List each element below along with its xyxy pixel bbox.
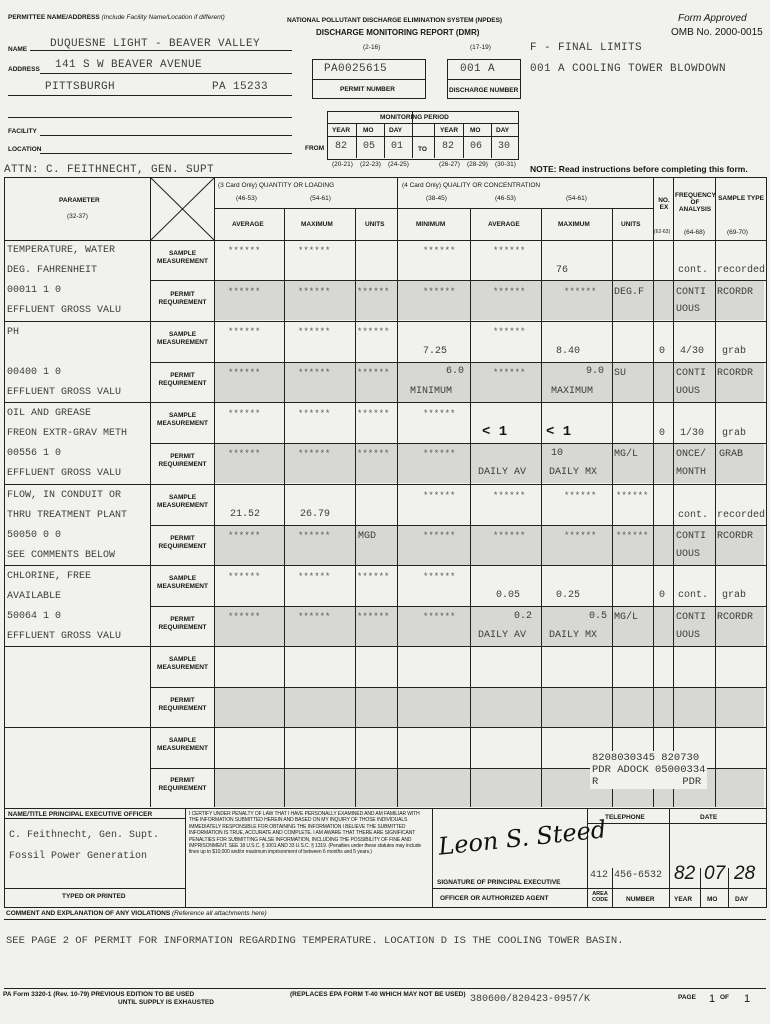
parameter-name: THRU TREATMENT PLANT bbox=[7, 510, 128, 521]
col-code: (2-16) bbox=[363, 44, 381, 51]
row-type-label: PERMIT REQUIREMENT bbox=[158, 777, 207, 792]
row-type-label: PERMIT REQUIREMENT bbox=[158, 453, 207, 468]
col-code: (26-27) bbox=[439, 161, 460, 168]
parameter-location: EFFLUENT GROSS VALU bbox=[7, 631, 122, 642]
certification-text: I CERTIFY UNDER PENALTY OF LAW THAT I HAVE PERSONALLY EXAMINED AND AM FAMILIAR WITH THE INFORMATION SUBMITTED HEREIN AND BASED ON MY INQUIRY OF THOSE INDIVIDUALS IMMEDIATELY RESPONSIBLE FOR OBTAINING THE INFORMATION I BELIEVE THE SUBMITTED INFORMATION IS TRUE, ACCURATE AND COMPLETE. I AM AWARE THAT THERE ARE SIGNIFICANT PENALTIES FOR SUBMITTING FALSE INFORMATION, INCLUDING THE POSSIBILITY OF FINE AND IMPRISONMENT. SEE 18 U.S.C. § 1001 AND 33 U.S.C. § 1319. (Penalties under these statutes may include fines up to $10,000 and/or maximum imprisonment of between 6 months and 5 years.) bbox=[189, 811, 422, 856]
from-year: 82 bbox=[335, 141, 348, 152]
permit-sample-type: RCORDR bbox=[717, 531, 754, 542]
permit-average: DAILY AV bbox=[478, 467, 527, 478]
na-stars: ****** bbox=[423, 491, 456, 501]
document-code: 380600/820423-0957/K bbox=[470, 994, 591, 1005]
row-type-label: PERMIT REQUIREMENT bbox=[158, 535, 207, 550]
parameter-location: EFFLUENT GROSS VALU bbox=[7, 387, 122, 398]
permit-frequency: ONCE/ bbox=[676, 449, 707, 460]
address-city: PITTSBURGH bbox=[45, 81, 116, 93]
signed-day: 28 bbox=[734, 863, 756, 884]
permit-frequency: UOUS bbox=[676, 304, 701, 315]
permit-units: SU bbox=[614, 368, 627, 379]
row-type-label: SAMPLE MEASUREMENT bbox=[157, 656, 208, 671]
permit-frequency: CONTI bbox=[676, 287, 707, 298]
signature-label: OFFICER OR AUTHORIZED AGENT bbox=[440, 895, 549, 902]
parameter-location: EFFLUENT GROSS VALU bbox=[7, 468, 122, 479]
day-label: DAY bbox=[496, 127, 510, 134]
na-stars: ****** bbox=[493, 531, 526, 541]
na-stars: ****** bbox=[298, 449, 331, 459]
officer-title: Fossil Power Generation bbox=[9, 851, 148, 862]
row-type-label: SAMPLE MEASUREMENT bbox=[157, 494, 208, 509]
comment-label-text: COMMENT AND EXPLANATION OF ANY VIOLATIONS bbox=[6, 910, 171, 917]
officer-name: C. Feithnecht, Gen. Supt. bbox=[9, 830, 160, 841]
sample-type: grab bbox=[722, 428, 747, 439]
sample-average: 0.05 bbox=[496, 590, 521, 601]
na-stars: ****** bbox=[423, 449, 456, 459]
na-stars: ****** bbox=[423, 287, 456, 297]
permit-units: DEG.F bbox=[614, 287, 645, 298]
sample-frequency: cont. bbox=[678, 265, 709, 276]
row-type-label: PERMIT REQUIREMENT bbox=[158, 291, 207, 306]
permit-frequency: CONTI bbox=[676, 531, 707, 542]
permit-sample-type: RCORDR bbox=[717, 287, 754, 298]
na-stars: ****** bbox=[228, 287, 261, 297]
telephone-label: TELEPHONE bbox=[605, 814, 645, 821]
col-code: (62-63) bbox=[654, 229, 671, 235]
sample-exceedances: 0 bbox=[659, 346, 666, 357]
na-stars: ****** bbox=[298, 246, 331, 256]
to-month: 06 bbox=[470, 141, 483, 152]
sample-type: recorded bbox=[717, 510, 766, 521]
na-stars: ****** bbox=[228, 409, 261, 419]
col-code: (54-61) bbox=[310, 195, 331, 202]
address-label: ADDRESS bbox=[8, 66, 40, 73]
page-total: 1 bbox=[744, 993, 751, 1005]
sample-frequency: 4/30 bbox=[680, 346, 705, 357]
na-stars: ****** bbox=[493, 491, 526, 501]
limits-line1: F - FINAL LIMITS bbox=[530, 42, 643, 54]
col-no-ex: NO. EX bbox=[658, 197, 670, 211]
permit-frequency: CONTI bbox=[676, 368, 707, 379]
attn-value: ATTN: C. FEITHNECHT, GEN. SUPT bbox=[4, 164, 215, 176]
col-maximum: MAXIMUM bbox=[558, 221, 590, 228]
na-stars: ****** bbox=[298, 368, 331, 378]
sample-minimum: 7.25 bbox=[423, 346, 448, 357]
col-code: (28-29) bbox=[467, 161, 488, 168]
col-code: (20-21) bbox=[332, 161, 353, 168]
col-code: (54-61) bbox=[566, 195, 587, 202]
parameter-name: TEMPERATURE, WATER bbox=[7, 245, 116, 256]
year-label: YEAR bbox=[332, 127, 351, 134]
from-label: FROM bbox=[305, 145, 325, 152]
na-stars: ****** bbox=[564, 531, 597, 541]
parameter-code: (32-37) bbox=[67, 213, 88, 220]
permit-maximum: 10 bbox=[551, 448, 564, 459]
from-month: 05 bbox=[363, 141, 376, 152]
row-type-label: SAMPLE MEASUREMENT bbox=[157, 737, 208, 752]
na-stars: ****** bbox=[423, 246, 456, 256]
sample-maximum: 8.40 bbox=[556, 346, 581, 357]
sample-frequency: cont. bbox=[678, 590, 709, 601]
na-stars: ****** bbox=[228, 531, 261, 541]
address-line1: 141 S W BEAVER AVENUE bbox=[55, 59, 203, 71]
na-stars: ****** bbox=[423, 572, 456, 582]
page-number: 1 bbox=[709, 993, 716, 1005]
sample-frequency: 1/30 bbox=[680, 428, 705, 439]
phone-number: 456-6532 bbox=[614, 870, 663, 881]
parameter-code-value: 00011 1 0 bbox=[7, 285, 62, 296]
comment-text: SEE PAGE 2 OF PERMIT FOR INFORMATION REGARDING TEMPERATURE. LOCATION D IS THE COOLING TOWER BASIN. bbox=[6, 935, 624, 947]
col-units: UNITS bbox=[365, 221, 385, 228]
permit-frequency: MONTH bbox=[676, 467, 707, 478]
na-stars: ****** bbox=[493, 368, 526, 378]
na-stars: ****** bbox=[357, 572, 390, 582]
day-label: DAY bbox=[735, 896, 749, 903]
sample-quantity-maximum: 26.79 bbox=[300, 509, 331, 520]
parameter-name: DEG. FAHRENHEIT bbox=[7, 265, 98, 276]
col-code: (17-19) bbox=[470, 44, 491, 51]
parameter-code-value: 00400 1 0 bbox=[7, 367, 62, 378]
replaces-note: (REPLACES EPA FORM T-40 WHICH MAY NOT BE USED) bbox=[290, 991, 466, 998]
signature: Leon S. Steed bbox=[436, 815, 608, 861]
na-stars: ****** bbox=[298, 572, 331, 582]
sample-maximum: < 1 bbox=[546, 424, 572, 440]
to-label: TO bbox=[418, 146, 427, 153]
na-stars: ****** bbox=[228, 368, 261, 378]
na-stars: ****** bbox=[228, 246, 261, 256]
na-stars: ****** bbox=[493, 287, 526, 297]
col-maximum: MAXIMUM bbox=[301, 221, 333, 228]
permit-frequency: UOUS bbox=[676, 386, 701, 397]
typed-label: TYPED OR PRINTED bbox=[62, 893, 126, 900]
parameter-name: FREON EXTR-GRAV METH bbox=[7, 428, 128, 439]
permit-sample-type: RCORDR bbox=[717, 612, 754, 623]
signed-month: 07 bbox=[704, 863, 726, 884]
parameter-name: OIL AND GREASE bbox=[7, 408, 92, 419]
monitoring-period-label: MONITORING PERIOD bbox=[380, 114, 449, 121]
permit-units: MG/L bbox=[614, 612, 639, 623]
row-type-label: SAMPLE MEASUREMENT bbox=[157, 250, 208, 265]
permit-average-label: DAILY AV bbox=[478, 630, 527, 641]
parameter-code-value: 00556 1 0 bbox=[7, 448, 62, 459]
sample-average: < 1 bbox=[482, 424, 508, 440]
col-code: (64-68) bbox=[684, 229, 705, 236]
row-type-label: SAMPLE MEASUREMENT bbox=[157, 331, 208, 346]
col-minimum: MINIMUM bbox=[416, 221, 446, 228]
form-approved: Form Approved bbox=[678, 13, 747, 24]
form-id: PA Form 3320-1 (Rev. 10-79) PREVIOUS EDITION TO BE USED bbox=[3, 991, 195, 998]
docket-stamp: 8208030345 820730 PDR ADOCK 05000334 R PDR bbox=[592, 752, 706, 788]
parameter-header: PARAMETER bbox=[59, 197, 100, 204]
sample-exceedances: 0 bbox=[659, 428, 666, 439]
location-label: LOCATION bbox=[8, 146, 42, 153]
comment-label bbox=[6, 910, 267, 917]
area-code-label: AREA CODE bbox=[592, 891, 608, 903]
na-stars: ****** bbox=[423, 409, 456, 419]
sample-exceedances: 0 bbox=[659, 590, 666, 601]
na-stars: ****** bbox=[298, 287, 331, 297]
na-stars: ****** bbox=[357, 449, 390, 459]
limits-line2: 001 A COOLING TOWER BLOWDOWN bbox=[530, 63, 727, 75]
col-average: AVERAGE bbox=[488, 221, 520, 228]
from-day: 01 bbox=[391, 141, 404, 152]
parameter-location: SEE COMMENTS BELOW bbox=[7, 550, 116, 561]
parameter-location: EFFLUENT GROSS VALU bbox=[7, 305, 122, 316]
na-stars: ****** bbox=[616, 531, 649, 541]
program-title: NATIONAL POLLUTANT DISCHARGE ELIMINATION SYSTEM (NPDES) bbox=[287, 17, 503, 24]
na-stars: ****** bbox=[298, 612, 331, 622]
col-frequency: FREQUENCY OF ANALYSIS bbox=[675, 192, 716, 213]
permit-maximum-label: DAILY MX bbox=[549, 467, 598, 478]
to-day: 30 bbox=[498, 141, 511, 152]
parameter-name: PH bbox=[7, 327, 20, 338]
na-stars: ****** bbox=[298, 531, 331, 541]
permit-frequency: UOUS bbox=[676, 549, 701, 560]
col-code: (46-53) bbox=[236, 195, 257, 202]
quality-header: (4 Card Only) QUALITY OR CONCENTRATION bbox=[402, 182, 541, 189]
permit-minimum-label: MINIMUM bbox=[410, 386, 453, 397]
comment-sub: (Reference all attachments here) bbox=[172, 910, 267, 917]
page-label: PAGE bbox=[678, 994, 696, 1001]
row-type-label: PERMIT REQUIREMENT bbox=[158, 372, 207, 387]
na-stars: ****** bbox=[357, 368, 390, 378]
permit-sample-type: GRAB bbox=[719, 449, 744, 460]
permit-units: MGD bbox=[358, 531, 377, 542]
omb-number: OMB No. 2000-0015 bbox=[671, 27, 763, 38]
officer-label: NAME/TITLE PRINCIPAL EXECUTIVE OFFICER bbox=[8, 811, 153, 818]
col-average: AVERAGE bbox=[232, 221, 264, 228]
permit-frequency: UOUS bbox=[676, 630, 701, 641]
na-stars: ****** bbox=[564, 287, 597, 297]
year-label: YEAR bbox=[440, 127, 459, 134]
to-year: 82 bbox=[442, 141, 455, 152]
na-stars: ****** bbox=[423, 612, 456, 622]
row-type-label: SAMPLE MEASUREMENT bbox=[157, 575, 208, 590]
permit-maximum: 0.5 bbox=[589, 611, 608, 622]
year-label: YEAR bbox=[674, 896, 693, 903]
permit-minimum: 6.0 bbox=[446, 366, 465, 377]
parameter-name: AVAILABLE bbox=[7, 591, 62, 602]
mo-label: MO bbox=[470, 127, 481, 134]
of-label: OF bbox=[720, 994, 730, 1001]
permit-maximum-label: MAXIMUM bbox=[551, 386, 594, 397]
na-stars: ****** bbox=[357, 287, 390, 297]
na-stars: ****** bbox=[357, 409, 390, 419]
na-stars: ****** bbox=[564, 491, 597, 501]
discharge-number-label: DISCHARGE NUMBER bbox=[449, 87, 519, 94]
na-stars: ****** bbox=[357, 612, 390, 622]
na-stars: ****** bbox=[298, 409, 331, 419]
number-label: NUMBER bbox=[626, 896, 655, 903]
na-stars: ****** bbox=[493, 327, 526, 337]
na-stars: ****** bbox=[228, 572, 261, 582]
parameter-code-value: 50064 1 0 bbox=[7, 611, 62, 622]
col-code: (38-45) bbox=[426, 195, 447, 202]
permit-frequency: CONTI bbox=[676, 612, 707, 623]
address-state: PA 15233 bbox=[212, 81, 269, 93]
header-cross-mark bbox=[151, 178, 214, 240]
month-label: MO bbox=[707, 896, 718, 903]
col-code: (24-25) bbox=[388, 161, 409, 168]
parameter-name: CHLORINE, FREE bbox=[7, 571, 92, 582]
facility-label: FACILITY bbox=[8, 128, 37, 135]
na-stars: ****** bbox=[493, 246, 526, 256]
permit-sample-type: RCORDR bbox=[717, 368, 754, 379]
permit-maximum: 9.0 bbox=[586, 366, 605, 377]
signed-year: 82 bbox=[674, 863, 696, 884]
col-sample-type: SAMPLE TYPE bbox=[718, 195, 764, 202]
permit-number: PA0025615 bbox=[324, 63, 388, 75]
sample-frequency: cont. bbox=[678, 510, 709, 521]
discharge-number: 001 A bbox=[460, 63, 496, 75]
permit-units: MG/L bbox=[614, 449, 639, 460]
row-type-label: PERMIT REQUIREMENT bbox=[158, 697, 207, 712]
permittee-label: PERMITTEE NAME/ADDRESS (Include Facility Name/Location if different) bbox=[8, 14, 225, 21]
signature-label: SIGNATURE OF PRINCIPAL EXECUTIVE bbox=[437, 879, 561, 886]
na-stars: ****** bbox=[228, 449, 261, 459]
na-stars: ****** bbox=[423, 531, 456, 541]
na-stars: ****** bbox=[616, 491, 649, 501]
na-stars: ****** bbox=[298, 327, 331, 337]
sample-type: grab bbox=[722, 590, 747, 601]
permit-number-label: PERMIT NUMBER bbox=[340, 86, 395, 93]
parameter-name: FLOW, IN CONDUIT OR bbox=[7, 490, 122, 501]
na-stars: ****** bbox=[228, 327, 261, 337]
sample-maximum: 76 bbox=[556, 265, 569, 276]
day-label: DAY bbox=[389, 127, 403, 134]
report-title: DISCHARGE MONITORING REPORT (DMR) bbox=[316, 28, 480, 37]
col-code: (69-70) bbox=[727, 229, 748, 236]
area-code: 412 bbox=[590, 870, 609, 881]
na-stars: ****** bbox=[357, 327, 390, 337]
permit-average: 0.2 bbox=[514, 611, 533, 622]
quantity-header: (3 Card Only) QUANTITY OR LOADING bbox=[218, 182, 335, 189]
col-code: (46-53) bbox=[495, 195, 516, 202]
mo-label: MO bbox=[363, 127, 374, 134]
name-value: DUQUESNE LIGHT - BEAVER VALLEY bbox=[50, 38, 261, 50]
name-label: NAME bbox=[8, 46, 28, 53]
col-code: (30-31) bbox=[495, 161, 516, 168]
row-type-label: PERMIT REQUIREMENT bbox=[158, 616, 207, 631]
form-id-2: UNTIL SUPPLY IS EXHAUSTED bbox=[118, 999, 214, 1006]
sample-maximum: 0.25 bbox=[556, 590, 581, 601]
sample-quantity-average: 21.52 bbox=[230, 509, 261, 520]
col-units: UNITS bbox=[621, 221, 641, 228]
instructions-note: NOTE: Read instructions before completing this form. bbox=[530, 164, 748, 174]
permit-maximum-label: DAILY MX bbox=[549, 630, 598, 641]
sample-type: recorded bbox=[717, 265, 766, 276]
sample-type: grab bbox=[722, 346, 747, 357]
date-label: DATE bbox=[700, 814, 718, 821]
row-type-label: SAMPLE MEASUREMENT bbox=[157, 412, 208, 427]
parameter-code-value: 50050 0 0 bbox=[7, 530, 62, 541]
na-stars: ****** bbox=[228, 612, 261, 622]
col-code: (22-23) bbox=[360, 161, 381, 168]
